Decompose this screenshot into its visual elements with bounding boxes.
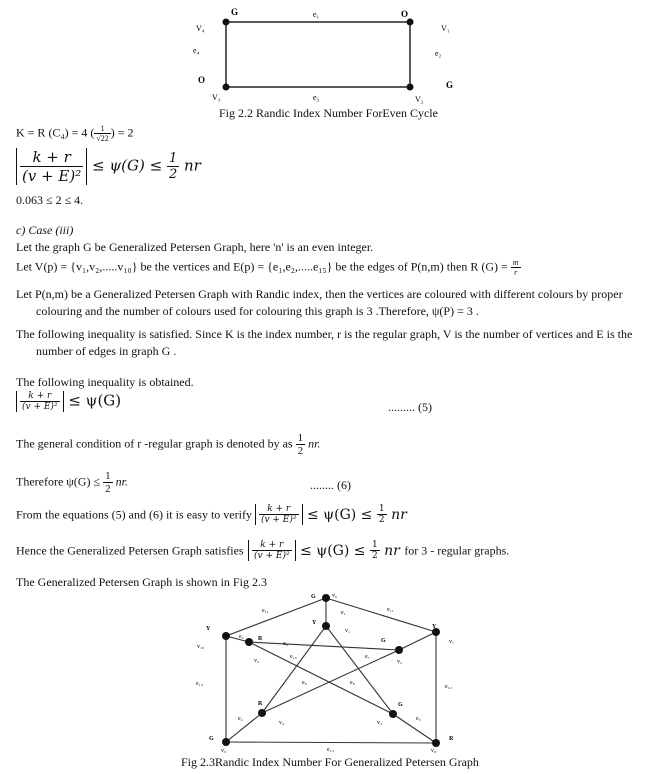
petersen-label-e10: e₁₀ [290,654,297,660]
petersen-label-v9: v₉ [221,748,227,754]
hence-num: k + r [252,540,292,551]
verify-num: k + r [259,504,299,515]
petersen-label-g-inner: G [381,638,386,644]
let2-frac-num: m [512,258,519,267]
general-condition-text: The general condition of r -regular graph is denoted by as [16,436,293,451]
hence-mid: ≤ ψ(G) ≤ [300,542,366,559]
petersen-label-e12: e₁₂ [445,684,452,690]
general-condition-line [16,432,320,457]
verify-text: From the equations (5) and (6) it is easy to verify [16,507,252,522]
fig22-label-e1: e₁ [313,10,320,19]
case-heading: c) Case (iii) [16,223,74,237]
numeric-check: 0.063 ≤ 2 ≤ 4. [16,193,84,207]
petersen-label-r-lower: R [258,701,263,707]
fig22-label-e4: e₄ [193,46,200,55]
petersen-label-r-bottom-right: R [449,736,454,742]
petersen-label-r-inner: R [258,636,263,642]
cycle-vertex-v4 [223,19,230,26]
petersen-label-e4: e₄ [238,716,243,722]
ineq5-den: (v + E)² [22,402,58,412]
fig-2-2-caption: Fig 2.2 Randic Index Number ForEven Cycle [219,106,438,120]
therefore-text: Therefore ψ(G) ≤ [16,474,101,489]
ineq1-nr: nr [184,156,201,175]
petersen-label-e3: e₃ [416,716,421,722]
vertices-edges-text: Let V(p) = {v₁,v₂,.....v₁₀} be the vertices and E(p) = {e₁,e₂,.....e₁₅} be the edges of P(n,m) then R (G) = [16,259,508,274]
hence-den: (v + E)² [254,551,290,561]
vertices-edges-line [16,258,521,277]
petersen-label-v6: v₆ [332,593,338,599]
petersen-label-e6: e₆ [283,641,288,647]
fig22-label-v1: V₁ [441,24,450,33]
general-half-den: 2 [297,445,304,457]
petersen-label-g-lower: G [398,702,403,708]
hence-text: Hence the Generalized Petersen Graph satisfies [16,543,244,558]
cycle-vertex-v2 [407,84,414,91]
hence-line [16,540,509,561]
ineq5-mid: ≤ ψ(G) [68,391,122,410]
equation-tag-6: ........ (6) [310,478,351,492]
petersen-label-v7: v₇ [449,639,455,645]
k-equation [16,124,134,143]
therefore-nr: nr. [115,474,128,489]
fig22-label-o-bottom-left: O [198,75,206,85]
inequality-paragraph [16,326,638,360]
petersen-label-e5: e₅ [239,634,244,640]
fig22-label-o-top-right: O [401,9,409,19]
hence-tail: for 3 - regular graphs. [404,543,510,558]
petersen-label-v5: v₅ [254,658,260,664]
petersen-label-y-right: Y [432,624,437,630]
petersen-vertex-v10 [222,632,230,640]
let-graph-line: Let the graph G be Generalized Petersen Graph, here 'n' is an even integer. [16,240,374,254]
fig22-label-e2: e₂ [435,49,442,58]
petersen-label-e9: e₉ [302,680,307,686]
petersen-label-e11-left: e₁₁ [262,608,269,614]
petersen-label-e1: e₁ [341,610,346,616]
inequality-1 [16,148,201,185]
petersen-label-v8: v₈ [431,748,437,754]
petersen-vertex-v4 [258,709,266,717]
colouring-paragraph [16,286,638,320]
petersen-label-v10: v₁₀ [197,644,205,650]
petersen-label-g-bottom-left: G [209,736,214,742]
k-frac-den: √22 [96,134,109,143]
fig-2-3-caption: Fig 2.3Randic Index Number For Generalized Petersen Graph [181,755,479,769]
verify-half-num: 1 [378,504,385,514]
petersen-label-v4: v₄ [279,720,285,726]
petersen-label-e14: e₁₄ [196,681,203,687]
ineq1-half-num: 1 [168,151,178,166]
verify-half-den: 2 [378,515,385,525]
fig-2-3-petersen-graph [0,588,659,756]
general-nr: nr. [308,436,321,451]
petersen-label-e8: e₈ [350,680,355,686]
petersen-vertex-v5 [245,638,253,646]
shown-line: The Generalized Petersen Graph is shown in Fig 2.3 [16,575,267,589]
colouring-text: Let P(n,m) be a Generalized Petersen Graph with Randic index, then the vertices are coloured with different colours by proper colouring and the number of colours used for colouring this graph is 3 .Therefore, ψ(P) = 3 . [16,287,623,318]
cycle-vertex-v1 [407,19,414,26]
fig22-label-v2: V₂ [415,95,424,104]
petersen-label-v2: v₂ [397,659,403,665]
verify-line [16,504,407,525]
petersen-vertex-v3 [389,710,397,718]
petersen-label-v3: v₃ [377,720,383,726]
petersen-label-e11-right: e₁₁ [387,607,394,613]
petersen-vertex-v2 [395,646,403,654]
ineq1-num: k + r [20,148,83,167]
ineq5-num: k + r [20,391,60,402]
verify-nr: nr [391,506,407,523]
general-half-num: 1 [297,432,304,444]
fig22-label-v4: V₄ [196,24,205,33]
verify-den: (v + E)² [260,515,297,525]
inequality-text: The following inequality is satisfied. Since K is the index number, r is the regular graph, V is the number of vertices and E is the number of edges in graph G . [16,327,633,358]
ineq1-den: (v + E)² [22,167,82,185]
petersen-label-y-left: Y [206,626,211,632]
petersen-label-g-top: G [311,594,316,600]
k-equation-rhs: ) = 2 [110,125,134,140]
cycle-vertex-v3 [223,84,230,91]
k-frac-num: 1 [94,124,110,134]
equation-tag-5: ......... (5) [388,400,432,414]
k-equation-lhs: K = R (C₄) = 4 ( [16,125,95,140]
verify-mid: ≤ ψ(G) ≤ [306,506,373,523]
hence-half-den: 2 [371,551,378,561]
petersen-label-v1: v₁ [345,628,351,634]
obtained-line: The following inequality is obtained. [16,375,194,389]
therefore-line [16,470,128,495]
let2-frac-den: r [514,268,518,277]
petersen-vertex-v1 [322,622,330,630]
fig22-label-g-top-left: G [231,7,239,17]
petersen-vertex-v6 [322,594,330,602]
hence-half-num: 1 [371,540,378,550]
petersen-label-e13: e₁₃ [327,747,334,753]
petersen-label-y-inner: Y [312,620,317,626]
therefore-half-num: 1 [105,470,111,482]
therefore-half-den: 2 [105,483,111,495]
petersen-vertex-v8 [432,739,440,747]
petersen-vertex-v9 [222,738,230,746]
petersen-label-e7: e₇ [365,654,370,660]
hence-nr: nr [384,542,400,559]
ineq1-mid: ≤ ψ(G) ≤ [92,156,163,175]
ineq1-half-den: 2 [168,167,178,182]
fig22-label-e3: e₃ [313,93,320,102]
inequality-5 [16,391,121,412]
fig22-label-v3: V₃ [212,93,221,102]
fig22-label-g-bottom-right: G [446,80,454,90]
